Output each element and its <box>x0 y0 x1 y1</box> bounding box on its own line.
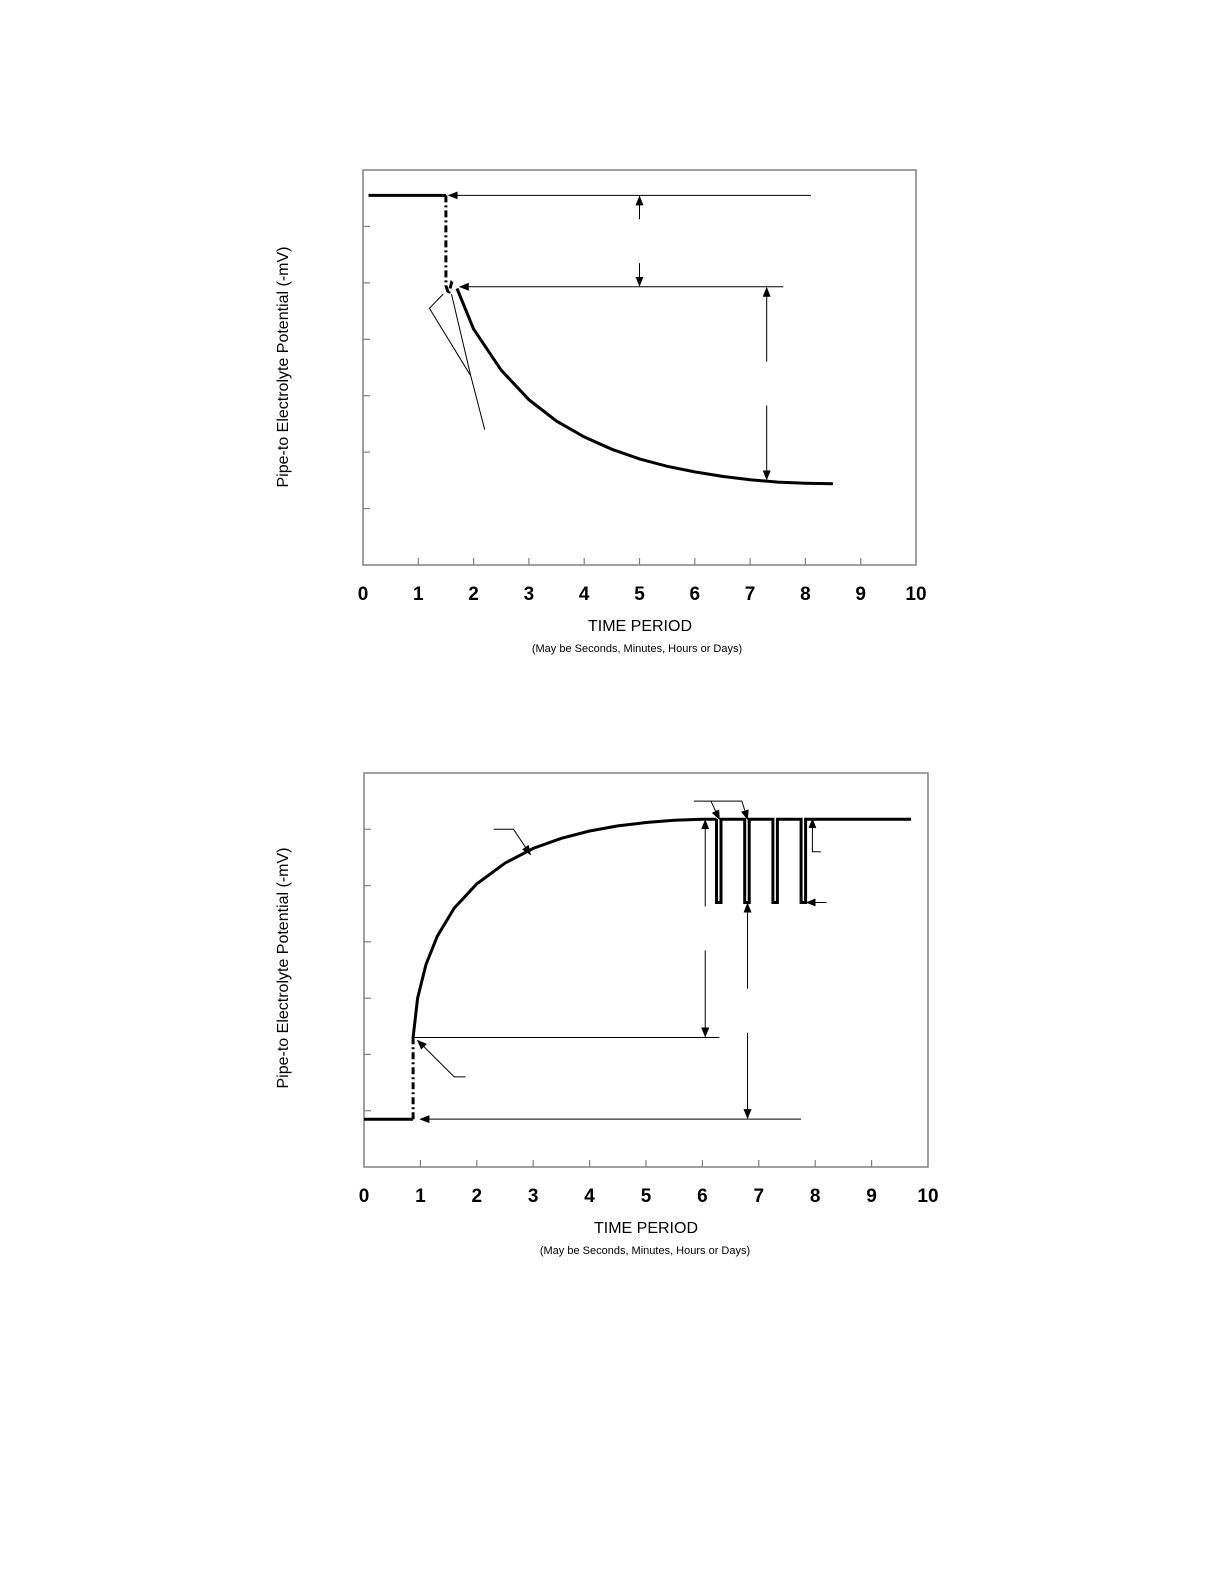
x-tick-label: 10 <box>905 584 927 605</box>
y-axis-ticks <box>364 829 371 1110</box>
plot-area-frame <box>364 773 928 1167</box>
annotation-leader-arrow <box>418 1040 466 1077</box>
y-axis-label: Pipe-to Electrolyte Potential (-mV) <box>275 847 292 1089</box>
x-tick-label: 10 <box>917 1186 939 1207</box>
annotation-group <box>413 801 826 1119</box>
x-tick-label: 5 <box>640 1186 652 1207</box>
x-tick-label: 2 <box>468 584 479 605</box>
x-axis-tick-labels <box>359 1186 939 1207</box>
x-axis-sublabel: (May be Seconds, Minutes, Hours or Days) <box>531 643 743 655</box>
series-line <box>717 819 912 902</box>
y-axis-ticks <box>363 226 370 508</box>
annotation-leader-arrow <box>694 801 719 819</box>
x-tick-label: 9 <box>855 584 866 605</box>
x-axis-tick-labels <box>358 584 927 605</box>
x-tick-label: 3 <box>523 584 535 605</box>
x-tick-label: 4 <box>578 584 590 605</box>
series-group <box>369 195 834 483</box>
annotation-leader-arrow <box>711 801 748 819</box>
annotation-leader-arrow <box>494 829 531 854</box>
x-tick-label: 5 <box>634 584 645 605</box>
x-tick-label: 7 <box>744 584 756 605</box>
annotation-group <box>429 195 811 479</box>
x-axis-label: TIME PERIOD <box>593 1220 699 1237</box>
x-tick-label: 8 <box>809 1186 821 1207</box>
series-line <box>446 195 454 294</box>
annotation-leader <box>452 294 471 376</box>
x-tick-label: 6 <box>697 1186 708 1207</box>
x-axis-sublabel: (May be Seconds, Minutes, Hours or Days) <box>539 1245 751 1257</box>
annotation-leader-arrow <box>812 819 820 852</box>
chart-2 <box>275 773 939 1257</box>
x-tick-label: 2 <box>471 1186 483 1207</box>
series-group <box>364 819 911 1119</box>
annotation-leader <box>429 294 484 430</box>
x-axis-ticks <box>418 558 860 565</box>
x-axis-ticks <box>420 1160 871 1167</box>
x-axis-label: TIME PERIOD <box>587 618 693 635</box>
x-tick-label: 6 <box>689 584 701 605</box>
x-tick-label: 9 <box>866 1186 877 1207</box>
x-tick-label: 1 <box>415 1186 426 1207</box>
x-tick-label: 0 <box>357 584 369 605</box>
x-tick-label: 1 <box>413 584 424 605</box>
series-line <box>457 289 833 484</box>
y-axis-label: Pipe-to Electrolyte Potential (-mV) <box>275 246 292 488</box>
series-line <box>413 819 716 1037</box>
x-tick-label: 7 <box>753 1186 765 1207</box>
x-tick-label: 8 <box>800 584 811 605</box>
chart-1 <box>275 170 927 655</box>
x-tick-label: 3 <box>527 1186 539 1207</box>
x-tick-label: 0 <box>358 1186 370 1207</box>
x-tick-label: 4 <box>584 1186 595 1207</box>
